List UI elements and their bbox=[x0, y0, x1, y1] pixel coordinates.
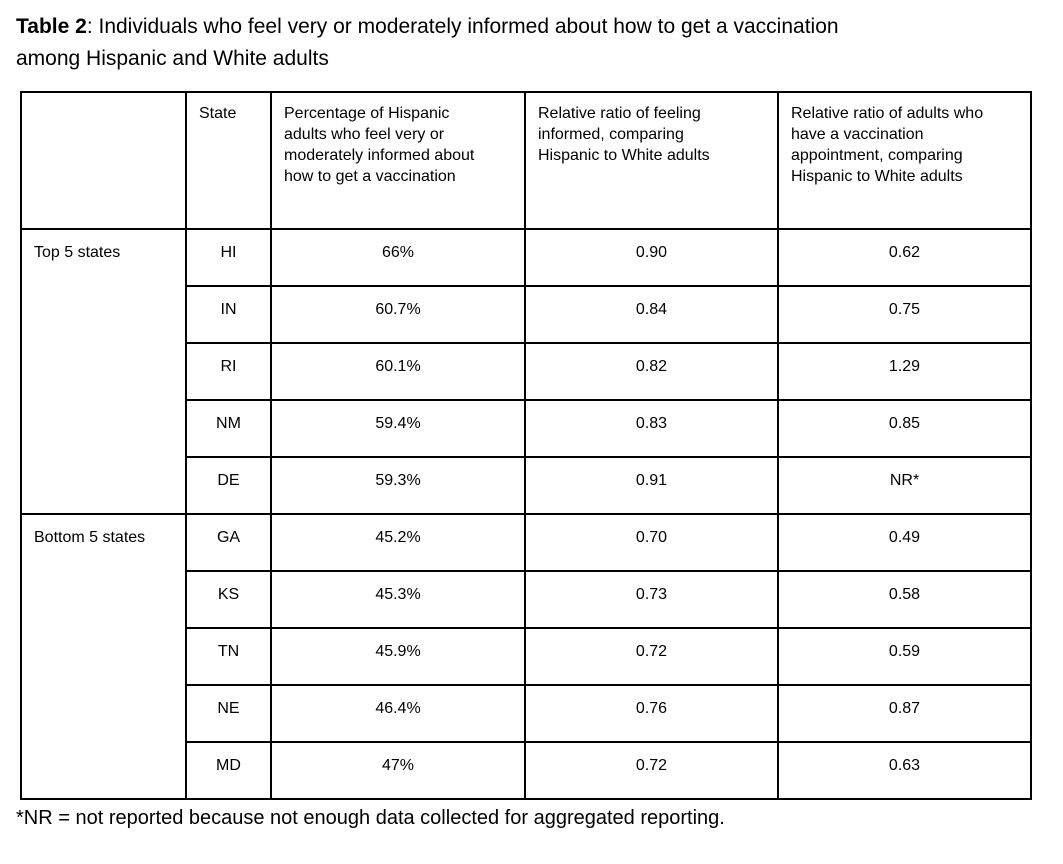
value-cell: 47% bbox=[271, 742, 525, 799]
value-cell: 0.49 bbox=[778, 514, 1031, 571]
table-header bbox=[21, 92, 1031, 229]
value-cell: 0.70 bbox=[525, 514, 778, 571]
value-cell: 46.4% bbox=[271, 685, 525, 742]
state-cell: HI bbox=[186, 229, 271, 286]
value-cell: 60.1% bbox=[271, 343, 525, 400]
state-cell: TN bbox=[186, 628, 271, 685]
table-title-text: : Individuals who feel very or moderately informed about how to get a vaccination bbox=[86, 15, 839, 38]
value-cell: 0.83 bbox=[525, 400, 778, 457]
value-cell: 60.7% bbox=[271, 286, 525, 343]
value-cell: 0.63 bbox=[778, 742, 1031, 799]
value-cell: 0.58 bbox=[778, 571, 1031, 628]
state-cell: KS bbox=[186, 571, 271, 628]
row-group-label: Top 5 states bbox=[21, 229, 186, 514]
table-title bbox=[16, 11, 1063, 75]
table-title-line2: among Hispanic and White adults bbox=[16, 47, 329, 70]
table-body bbox=[21, 229, 1031, 799]
state-cell: RI bbox=[186, 343, 271, 400]
value-cell: NR* bbox=[778, 457, 1031, 514]
corner-cell bbox=[21, 92, 186, 229]
state-cell: DE bbox=[186, 457, 271, 514]
state-cell: MD bbox=[186, 742, 271, 799]
value-cell: 45.3% bbox=[271, 571, 525, 628]
value-cell: 0.85 bbox=[778, 400, 1031, 457]
column-header-percentage-informed: Percentage of Hispanic adults who feel very or moderately informed about how to get a vaccination bbox=[271, 92, 525, 229]
table-title-line1 bbox=[16, 11, 1063, 43]
state-cell: NE bbox=[186, 685, 271, 742]
state-cell: NM bbox=[186, 400, 271, 457]
table-title-label: Table 2 bbox=[16, 15, 87, 38]
row-group-label: Bottom 5 states bbox=[21, 514, 186, 799]
value-cell: 66% bbox=[271, 229, 525, 286]
value-cell: 0.72 bbox=[525, 628, 778, 685]
value-cell: 0.82 bbox=[525, 343, 778, 400]
value-cell: 0.87 bbox=[778, 685, 1031, 742]
state-cell: GA bbox=[186, 514, 271, 571]
value-cell: 0.72 bbox=[525, 742, 778, 799]
value-cell: 45.9% bbox=[271, 628, 525, 685]
value-cell: 0.76 bbox=[525, 685, 778, 742]
value-cell: 45.2% bbox=[271, 514, 525, 571]
value-cell: 0.59 bbox=[778, 628, 1031, 685]
table-row bbox=[21, 514, 1031, 571]
value-cell: 0.62 bbox=[778, 229, 1031, 286]
value-cell: 0.90 bbox=[525, 229, 778, 286]
footnote: *NR = not reported because not enough data collected for aggregated reporting. bbox=[16, 807, 725, 829]
column-header-ratio-informed: Relative ratio of feeling informed, comparing Hispanic to White adults bbox=[525, 92, 778, 229]
value-cell: 59.3% bbox=[271, 457, 525, 514]
header-row bbox=[21, 92, 1031, 229]
column-header-state: State bbox=[186, 92, 271, 229]
table-row bbox=[21, 229, 1031, 286]
value-cell: 0.91 bbox=[525, 457, 778, 514]
value-cell: 0.84 bbox=[525, 286, 778, 343]
data-table bbox=[20, 91, 1032, 800]
value-cell: 0.73 bbox=[525, 571, 778, 628]
column-header-ratio-appointment: Relative ratio of adults who have a vaccination appointment, comparing Hispanic to White adults bbox=[778, 92, 1031, 229]
value-cell: 59.4% bbox=[271, 400, 525, 457]
value-cell: 0.75 bbox=[778, 286, 1031, 343]
value-cell: 1.29 bbox=[778, 343, 1031, 400]
state-cell: IN bbox=[186, 286, 271, 343]
